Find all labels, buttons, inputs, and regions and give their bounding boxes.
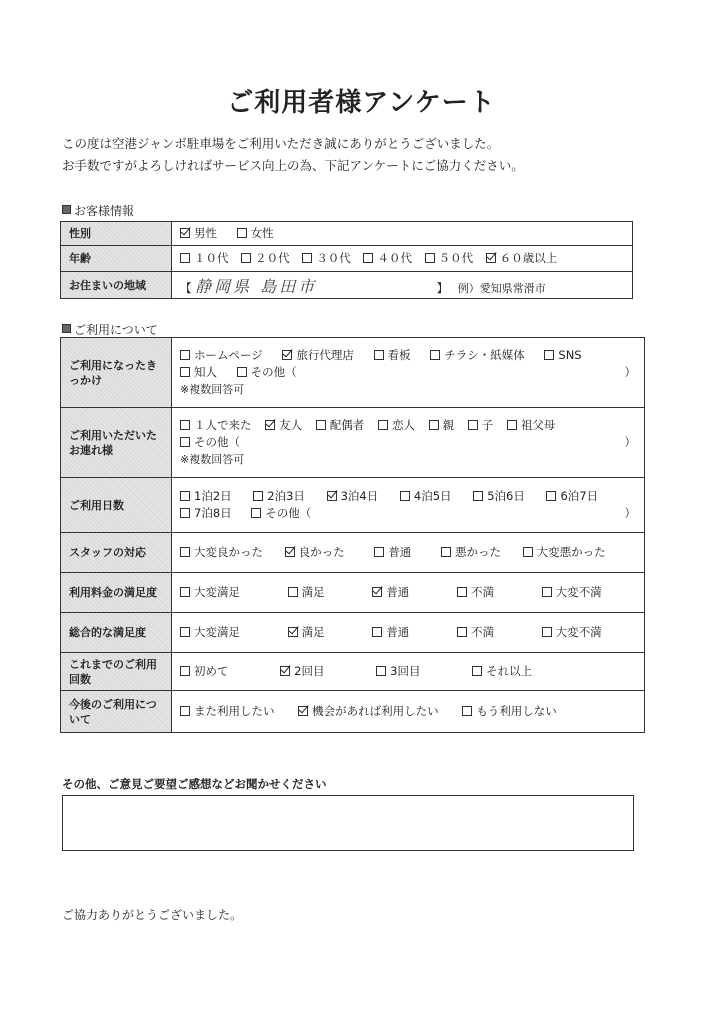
option-alone[interactable]: １人で来た [180, 417, 252, 434]
option-age-50[interactable]: ５０代 [425, 250, 474, 267]
checkbox-icon[interactable] [180, 508, 190, 518]
overall-label: 総合的な満足度 [61, 613, 172, 653]
checkbox-icon[interactable] [251, 508, 261, 518]
checkbox-icon[interactable] [430, 350, 440, 360]
checkbox-icon[interactable] [378, 420, 388, 430]
option-child[interactable]: 子 [468, 417, 494, 434]
checkbox-icon[interactable] [253, 491, 263, 501]
option-travel-agency[interactable]: 旅行代理店 [282, 347, 354, 364]
intro-line-1: この度は空港ジャンボ駐車場をご利用いただき誠にありがとうございました。 [62, 136, 500, 151]
checkbox-icon[interactable] [374, 547, 384, 557]
comment-textarea[interactable] [62, 795, 634, 851]
checkbox-checked-icon[interactable] [327, 491, 337, 501]
section-usage: ご利用について [62, 321, 158, 338]
option-friend[interactable]: 友人 [265, 417, 302, 434]
option-second-time[interactable]: 2回目 [280, 663, 324, 680]
trigger-options: ホームページ 旅行代理店 看板 チラシ・紙媒体 SNS 知人 その他（ ） ※複数回答可 [172, 338, 645, 408]
customer-info-table [60, 221, 633, 299]
age-label: 年齢 [61, 246, 172, 272]
option-6-nights[interactable]: 6泊7日 [546, 488, 598, 505]
checkbox-icon[interactable] [457, 587, 467, 597]
option-will-not-use[interactable]: もう利用しない [462, 703, 557, 720]
option-signboard[interactable]: 看板 [374, 347, 411, 364]
checkbox-icon[interactable] [457, 627, 467, 637]
option-age-20[interactable]: ２０代 [241, 250, 290, 267]
option-female[interactable]: 女性 [237, 225, 274, 242]
option-grandparent[interactable]: 祖父母 [507, 417, 556, 434]
option-bad[interactable]: 悪かった [441, 544, 501, 561]
option-more[interactable]: それ以上 [472, 663, 532, 680]
section-customer-info: お客様情報 [62, 202, 134, 219]
checkbox-icon[interactable] [180, 437, 190, 447]
count-options [172, 653, 645, 691]
region-handwritten-value[interactable]: 静岡県 島田市 [195, 276, 318, 296]
checkbox-checked-icon[interactable] [486, 253, 496, 263]
company-label: ご利用いただいたお連れ様 [61, 408, 172, 478]
comment-title: その他、ご意見ご要望ご感想などお聞かせください [62, 777, 327, 791]
checkbox-icon[interactable] [180, 627, 190, 637]
option-normal[interactable]: 普通 [372, 584, 409, 601]
page-title: ご利用者様アンケート [227, 88, 496, 118]
checkbox-icon[interactable] [237, 228, 247, 238]
option-first-time[interactable]: 初めて [180, 663, 229, 680]
checkbox-icon[interactable] [288, 587, 298, 597]
region-field[interactable]: 【 静岡県 島田市 】 例）愛知県常滑市 [172, 272, 633, 299]
checkbox-icon[interactable] [441, 547, 451, 557]
option-age-60-plus[interactable]: ６０歳以上 [486, 250, 558, 267]
checkbox-icon[interactable] [544, 350, 554, 360]
fee-options [172, 573, 645, 613]
option-spouse[interactable]: 配偶者 [316, 417, 365, 434]
option-4-nights[interactable]: 4泊5日 [400, 488, 452, 505]
checkbox-icon[interactable] [180, 666, 190, 676]
option-very-satisfied[interactable]: 大変満足 [180, 624, 240, 641]
option-male[interactable]: 男性 [180, 225, 217, 242]
staff-options [172, 533, 645, 573]
staff-label: スタッフの対応 [61, 533, 172, 573]
option-if-opportunity[interactable]: 機会があれば利用したい [298, 703, 439, 720]
fee-label: 利用料金の満足度 [61, 573, 172, 613]
option-third-time[interactable]: 3回目 [376, 663, 420, 680]
checkbox-icon[interactable] [542, 627, 552, 637]
option-acquaintance[interactable]: 知人 [180, 364, 217, 381]
checkbox-icon[interactable] [180, 420, 190, 430]
option-very-dissatisfied[interactable]: 大変不満 [542, 584, 602, 601]
days-label: ご利用日数 [61, 478, 172, 533]
option-age-40[interactable]: ４０代 [363, 250, 412, 267]
checkbox-icon[interactable] [472, 666, 482, 676]
option-3-nights[interactable]: 3泊4日 [327, 488, 379, 505]
option-5-nights[interactable]: 5泊6日 [473, 488, 525, 505]
checkbox-icon[interactable] [376, 666, 386, 676]
multiple-answer-note: ※複数回答可 [180, 453, 245, 466]
option-good[interactable]: 良かった [285, 544, 345, 561]
checkbox-icon[interactable] [507, 420, 517, 430]
checkbox-icon[interactable] [542, 587, 552, 597]
checkbox-checked-icon[interactable] [372, 587, 382, 597]
option-other[interactable]: その他（ [237, 364, 297, 381]
thanks-message: ご協力ありがとうございました。 [62, 908, 243, 922]
option-age-10[interactable]: １０代 [180, 250, 229, 267]
checkbox-checked-icon[interactable] [282, 350, 292, 360]
checkbox-icon[interactable] [237, 367, 247, 377]
checkbox-icon[interactable] [180, 706, 190, 716]
option-other[interactable]: その他（ [180, 434, 240, 451]
checkbox-icon[interactable] [363, 253, 373, 263]
usage-table [60, 337, 645, 733]
option-other[interactable]: その他（ [251, 505, 311, 522]
checkbox-icon[interactable] [180, 491, 190, 501]
multiple-answer-note: ※複数回答可 [180, 383, 245, 396]
option-sns[interactable]: SNS [544, 347, 581, 364]
gender-label: 性別 [61, 222, 172, 246]
option-homepage[interactable]: ホームページ [180, 347, 263, 364]
option-normal[interactable]: 普通 [372, 624, 409, 641]
checkbox-icon[interactable] [546, 491, 556, 501]
checkbox-icon[interactable] [180, 367, 190, 377]
checkbox-checked-icon[interactable] [285, 547, 295, 557]
option-lover[interactable]: 恋人 [378, 417, 415, 434]
checkbox-icon[interactable] [468, 420, 478, 430]
option-very-dissatisfied[interactable]: 大変不満 [542, 624, 602, 641]
overall-options [172, 613, 645, 653]
option-satisfied[interactable]: 満足 [288, 624, 325, 641]
option-flyer[interactable]: チラシ・紙媒体 [430, 347, 525, 364]
checkbox-icon[interactable] [473, 491, 483, 501]
checkbox-icon[interactable] [374, 350, 384, 360]
option-normal[interactable]: 普通 [374, 544, 411, 561]
checkbox-icon[interactable] [429, 420, 439, 430]
option-dissatisfied[interactable]: 不満 [457, 584, 494, 601]
checkbox-icon[interactable] [180, 587, 190, 597]
checkbox-icon[interactable] [180, 350, 190, 360]
option-very-bad[interactable]: 大変悪かった [523, 544, 606, 561]
checkbox-icon[interactable] [241, 253, 251, 263]
intro-line-2: お手数ですがよろしければサービス向上の為、下記アンケートにご協力ください。 [62, 158, 524, 173]
age-options [172, 246, 633, 272]
square-bullet-icon [62, 205, 71, 214]
future-label: 今後のご利用について [61, 691, 172, 733]
checkbox-checked-icon[interactable] [288, 627, 298, 637]
count-label: これまでのご利用回数 [61, 653, 172, 691]
trigger-label: ご利用になったきっかけ [61, 338, 172, 408]
option-1-night[interactable]: 1泊2日 [180, 488, 232, 505]
checkbox-icon[interactable] [425, 253, 435, 263]
company-options: １人で来た 友人 配偶者 恋人 親 子 祖父母 その他（ ） ※複数回答可 [172, 408, 645, 478]
square-bullet-icon [62, 324, 71, 333]
checkbox-checked-icon[interactable] [298, 706, 308, 716]
gender-options [172, 222, 633, 246]
region-label: お住まいの地域 [61, 272, 172, 299]
checkbox-icon[interactable] [180, 547, 190, 557]
region-example: 例）愛知県常滑市 [457, 281, 546, 295]
option-parent[interactable]: 親 [429, 417, 455, 434]
checkbox-icon[interactable] [400, 491, 410, 501]
days-options: 1泊2日 2泊3日 3泊4日 4泊5日 5泊6日 6泊7日 7泊8日 その他（ ） [172, 478, 645, 533]
option-dissatisfied[interactable]: 不満 [457, 624, 494, 641]
option-age-30[interactable]: ３０代 [302, 250, 351, 267]
checkbox-checked-icon[interactable] [280, 666, 290, 676]
checkbox-icon[interactable] [372, 627, 382, 637]
checkbox-checked-icon[interactable] [180, 228, 190, 238]
checkbox-checked-icon[interactable] [265, 420, 275, 430]
checkbox-icon[interactable] [180, 253, 190, 263]
checkbox-icon[interactable] [523, 547, 533, 557]
option-very-satisfied[interactable]: 大変満足 [180, 584, 240, 601]
future-options [172, 691, 645, 733]
checkbox-icon[interactable] [302, 253, 312, 263]
option-2-nights[interactable]: 2泊3日 [253, 488, 305, 505]
option-7-nights[interactable]: 7泊8日 [180, 505, 232, 522]
option-use-again[interactable]: また利用したい [180, 703, 275, 720]
checkbox-icon[interactable] [462, 706, 472, 716]
option-very-good[interactable]: 大変良かった [180, 544, 263, 561]
checkbox-icon[interactable] [316, 420, 326, 430]
option-satisfied[interactable]: 満足 [288, 584, 325, 601]
